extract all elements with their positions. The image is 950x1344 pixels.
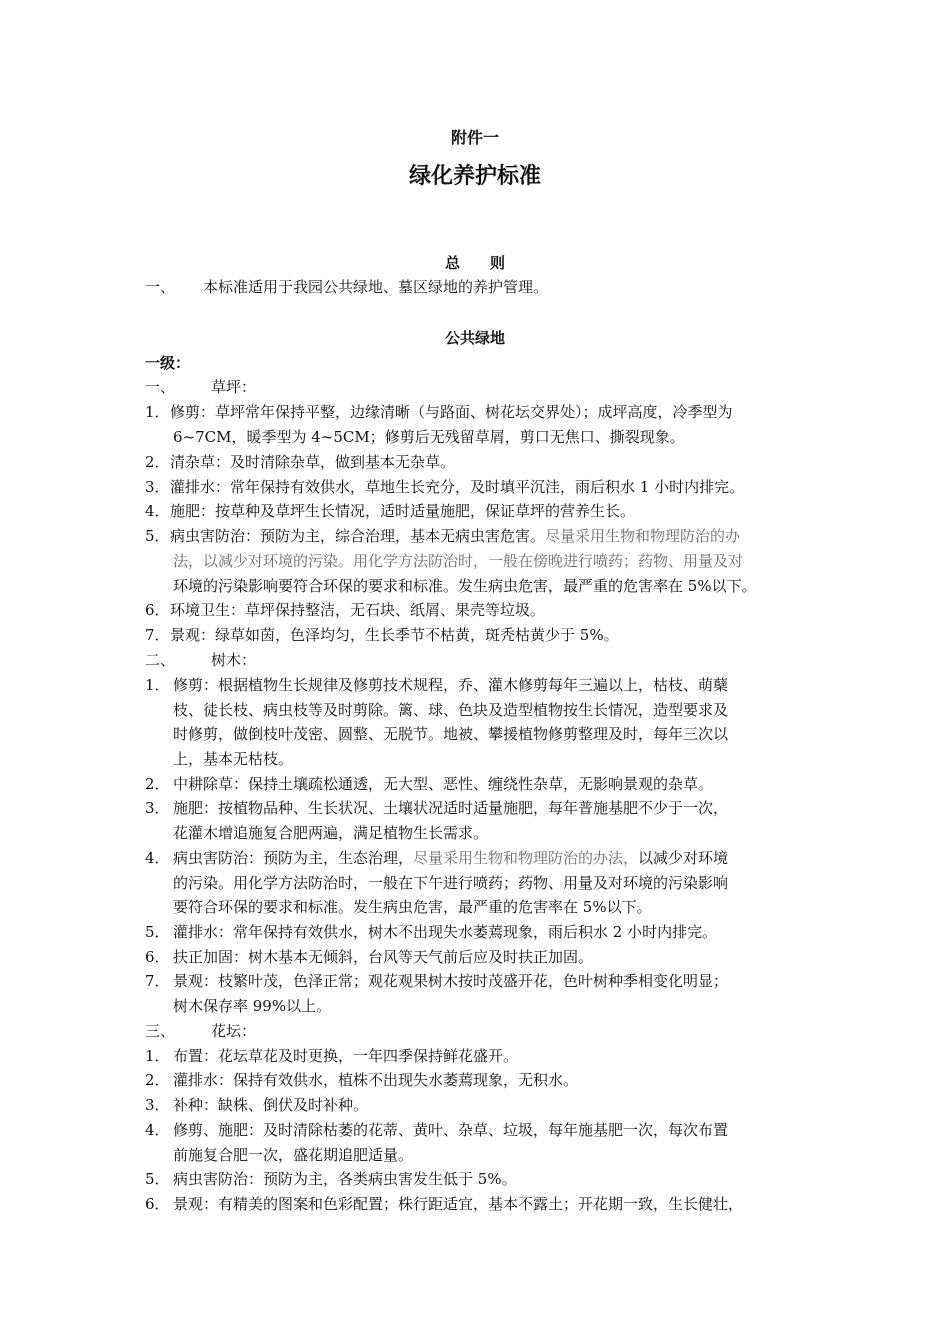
item-number: 4． [145, 1121, 170, 1139]
public-heading: 公共绿地 [444, 329, 505, 347]
item-number: 3． [145, 1096, 170, 1114]
item-text-cont: 花灌木增追施复合肥两遍，满足植物生长需求。 [173, 824, 489, 842]
attachment-label: 附件一 [450, 128, 499, 147]
item-number: 2． [145, 775, 170, 793]
item-text-gray-part: 尽量采用生物和物理防治的办 [545, 527, 741, 545]
item-number: 6． [145, 601, 170, 619]
item-number: 5． [145, 527, 170, 545]
item-text: 景观：有精美的图案和色彩配置；株行距适宜，基本不露土；开花期一致，生长健壮， [173, 1195, 744, 1213]
item-text-part: 病虫害防治：预防为主，生态治理， [173, 849, 414, 867]
item-number: 5． [145, 923, 170, 941]
section-label: 树木： [211, 651, 257, 669]
section-label: 草坪： [211, 378, 257, 396]
item-text: 补种：缺株、倒伏及时补种。 [173, 1096, 369, 1114]
item-text: 修剪、施肥：及时清除枯萎的花蒂、黄叶、杂草、垃圾，每年施基肥一次，每次布置 [173, 1121, 729, 1139]
section-number: 三、 [145, 1022, 176, 1040]
item-text: 环境卫生：草坪保持整洁，无石块、纸屑、果壳等垃圾。 [170, 601, 546, 619]
section-number: 二、 [145, 651, 176, 669]
item-text-cont: 要符合环保的要求和标准。发生病虫危害，最严重的危害率在 5%以下。 [173, 898, 652, 916]
item-text-cont: 环境的污染影响要符合环保的要求和标准。发生病虫危害，最严重的危害率在 5%以下。 [173, 577, 757, 595]
general-number: 一、 [145, 278, 176, 296]
item-text: 景观：枝繁叶茂，色泽正常；观花观果树木按时茂盛开花，色叶树种季相变化明显； [173, 972, 729, 990]
item-number: 3． [145, 799, 170, 817]
item-text-cont: 时修剪，做倒枝叶茂密、圆整、无脱节。地被、攀援植物修剪整理及时，每年三次以 [173, 725, 729, 743]
item-text-cont: 法，以减少对环境的污染。用化学方法防治时，一般在傍晚进行喷药；药物、用量及对 [173, 552, 744, 570]
item-number: 2． [145, 1071, 170, 1089]
level-heading: 一级： [145, 354, 191, 372]
item-text: 灌排水：常年保持有效供水，草地生长充分，及时填平沉洼，雨后积水 1 小时内排完。 [170, 478, 745, 496]
item-text: 施肥：按草种及草坪生长情况，适时适量施肥，保证草坪的营养生长。 [170, 502, 636, 520]
item-number: 4． [145, 502, 170, 520]
item-text-cont: 枝、徒长枝、病虫枝等及时剪除。篱、球、色块及造型植物按生长情况，造型要求及 [173, 701, 729, 719]
item-text-cont: 的污染。用化学方法防治时，一般在下午进行喷药；药物、用量及对环境的污染影响 [173, 874, 729, 892]
item-text-part: 病虫害防治：预防为主，综合治理，基本无病虫害危害。 [170, 527, 546, 545]
item-text: 中耕除草：保持土壤疏松通透，无大型、恶性、缠绕性杂草，无影响景观的杂草。 [173, 775, 714, 793]
item-text: 修剪：草坪常年保持平整，边缘清晰（与路面、树花坛交界处）；成坪高度，冷季型为 [170, 403, 733, 421]
general-text: 本标准适用于我园公共绿地、墓区绿地的养护管理。 [203, 278, 549, 296]
item-text: 病虫害防治：预防为主，各类病虫害发生低于 5%。 [173, 1170, 517, 1188]
item-text: 灌排水：保持有效供水，植株不出现失水萎蔫现象，无积水。 [173, 1071, 579, 1089]
item-text-cont: 6~7CM，暖季型为 4~5CM；修剪后无残留草屑，剪口无焦口、撕裂现象。 [173, 428, 685, 446]
item-text-gray-part: 尽量采用生物和物理防治的办法， [413, 849, 639, 867]
item-number: 7． [145, 972, 170, 990]
item-text-cont: 树木保存率 99%以上。 [173, 997, 332, 1015]
general-heading: 总 则 [444, 254, 505, 272]
section-number: 一、 [145, 378, 176, 396]
item-text: 扶正加固：树木基本无倾斜，台风等天气前后应及时扶正加固。 [173, 948, 594, 966]
item-number: 4． [145, 849, 170, 867]
item-text-cont: 前施复合肥一次，盛花期追肥适量。 [173, 1146, 414, 1164]
item-text: 布置：花坛草花及时更换，一年四季保持鲜花盛开。 [173, 1047, 519, 1065]
item-text-cont: 上，基本无枯枝。 [173, 750, 294, 768]
item-number: 1． [145, 403, 170, 421]
item-number: 1． [145, 676, 170, 694]
item-text: 施肥：按植物品种、生长状况、土壤状况适时适量施肥，每年普施基肥不少于一次， [173, 799, 729, 817]
item-text: 景观：绿草如茵，色泽均匀，生长季节不枯黄，斑秃枯黄少于 5%。 [170, 626, 619, 644]
section-label: 花坛： [211, 1022, 257, 1040]
item-text: 修剪：根据植物生长规律及修剪技术规程，乔、灌木修剪每年三遍以上，枯枝、萌蘖 [173, 676, 729, 694]
item-text [170, 526, 740, 546]
item-number: 3． [145, 478, 170, 496]
item-number: 2． [145, 453, 170, 471]
item-number: 7． [145, 626, 170, 644]
item-number: 6． [145, 948, 170, 966]
item-text-part: 以减少对环境 [638, 849, 729, 867]
item-number: 5． [145, 1170, 170, 1188]
item-number: 1． [145, 1047, 170, 1065]
item-text: 清杂草：及时清除杂草，做到基本无杂草。 [170, 453, 456, 471]
item-number: 6． [145, 1195, 170, 1213]
document-title: 绿化养护标准 [408, 163, 541, 189]
item-text [173, 848, 728, 868]
item-text: 灌排水：常年保持有效供水，树木不出现失水萎蔫现象，雨后积水 2 小时内排完。 [173, 923, 718, 941]
